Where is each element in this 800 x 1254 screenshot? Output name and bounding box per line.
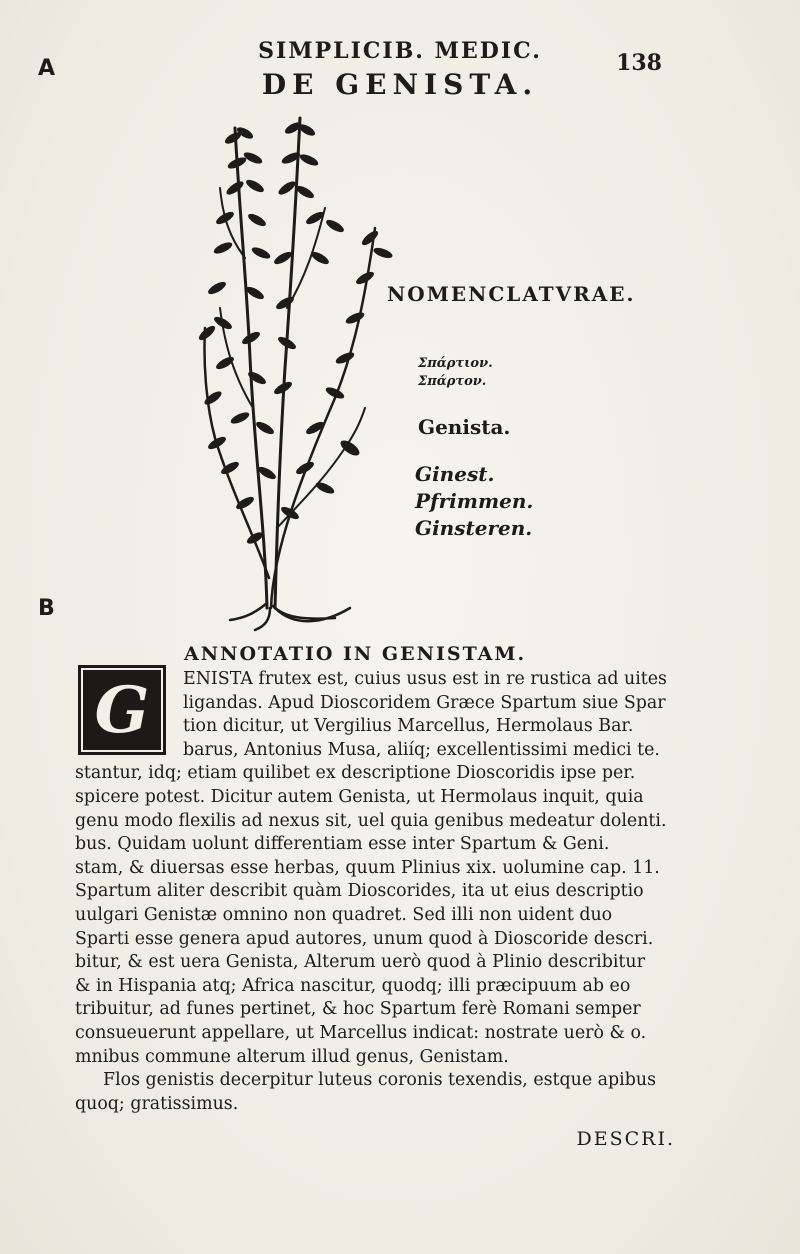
annotation-body [75, 668, 680, 1116]
catchword: DESCRI. [576, 1128, 675, 1150]
nomenclature-heading: NOMENCLATVRAE. [387, 282, 636, 306]
margin-letter-a: A [38, 56, 56, 81]
text-line: stantur, idq; etiam quilibet ex descriptione Dioscoridis ipse per. [75, 763, 636, 784]
text-line: mnibus commune alterum illud genus, Genistam. [75, 1046, 509, 1067]
german-name-1: Ginest. [415, 462, 495, 486]
margin-letter-b: B [38, 596, 55, 621]
latin-name: Genista. [418, 415, 511, 439]
greek-name-2: Σπάρτον. [418, 374, 487, 389]
page-title: DE GENISTA. [261, 68, 539, 101]
page-number: 138 [616, 50, 662, 76]
german-name-2: Pfrimmen. [415, 489, 534, 513]
paragraph-2-line-1: Flos genistis decerpitur luteus coronis texendis, estque apibus [103, 1070, 656, 1091]
text-line: Sparti esse genera apud autores, unum quod à Dioscoride descri. [75, 928, 654, 949]
genista-woodcut-illustration [195, 108, 395, 638]
annotation-heading: ANNOTATIO IN GENISTAM. [184, 643, 527, 665]
text-line: bitur, & est uera Genista, Alterum uerò quod à Plinio describitur [75, 952, 645, 973]
text-line: tion dicitur, ut Vergilius Marcellus, Hermolaus Bar. [183, 716, 634, 737]
paragraph-2-line-2: quoq; gratissimus. [75, 1093, 239, 1114]
german-name-3: Ginsteren. [415, 516, 533, 540]
greek-name-1: Σπάρτιον. [418, 356, 493, 371]
text-line: consueuerunt appellare, ut Marcellus indicat: nostrate uerò & o. [75, 1022, 647, 1043]
text-line: genu modo flexilis ad nexus sit, uel quia genibus medeatur dolenti. [75, 810, 667, 831]
text-line: bus. Quidam uolunt differentiam esse inter Spartum & Geni. [75, 834, 610, 855]
running-head: SIMPLICIB. MEDIC. [258, 38, 542, 64]
text-line: & in Hispania atq; Africa nascitur, quodq; illi præcipuum ab eo [75, 975, 631, 996]
text-line: barus, Antonius Musa, aliíq; excellentissimi medici te. [183, 739, 660, 760]
text-line: Spartum aliter describit quàm Dioscorides, ita ut eius descriptio [75, 881, 644, 902]
text-line: stam, & diuersas esse herbas, quum Plinius xix. uolumine cap. 11. [75, 857, 660, 878]
text-line: tribuitur, ad funes pertinet, & hoc Spartum ferè Romani semper [75, 999, 641, 1020]
text-line: ligandas. Apud Dioscoridem Græce Spartum siue Spar [183, 692, 666, 713]
text-line: spicere potest. Dicitur autem Genista, ut Hermolaus inquit, quia [75, 786, 644, 807]
text-line: ENISTA frutex est, cuius usus est in re rustica ad uites [183, 669, 667, 689]
initial-letter: G [94, 672, 150, 748]
text-line: uulgari Genistæ omnino non quadret. Sed illi non uident duo [75, 904, 613, 925]
